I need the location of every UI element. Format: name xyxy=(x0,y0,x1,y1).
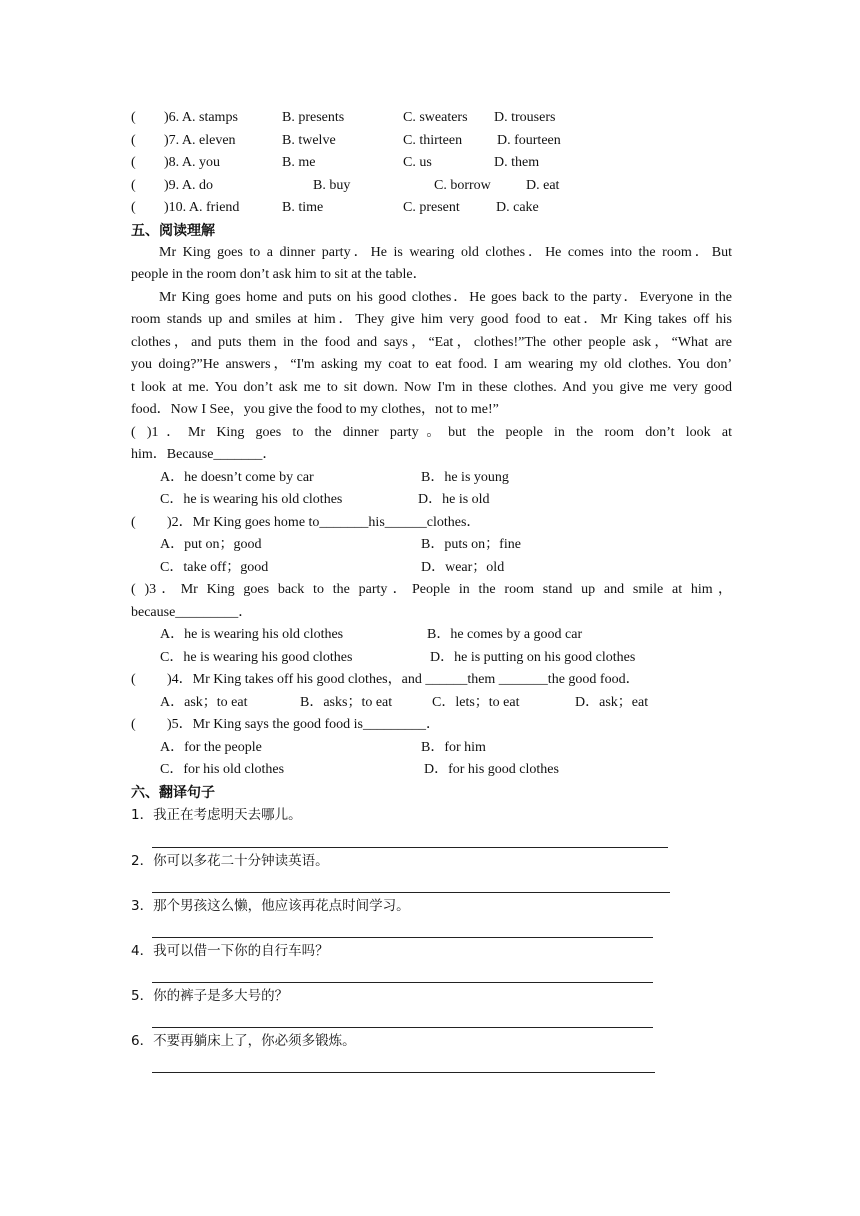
question-stem: because_________． xyxy=(131,605,253,620)
translation-prompt-6: 6．不要再躺床上了，你必须多锻炼。 xyxy=(131,1033,356,1049)
reading-section-heading: 五、阅读理解 xyxy=(131,223,215,239)
option-c: C．he is wearing his good clothes xyxy=(160,650,353,665)
option-b: B．he is young xyxy=(421,470,509,485)
passage-line: t look at me. You don’t ask me to sit down. Now I'm in these clothes. And you give me very good xyxy=(131,380,732,395)
option-a: A．he is wearing his old clothes xyxy=(160,627,344,642)
option-a: A．ask；to eat xyxy=(160,695,248,710)
option-b: B. presents xyxy=(282,110,345,125)
option-c: C．he is wearing his old clothes xyxy=(160,492,343,507)
answer-line-5[interactable] xyxy=(152,1027,653,1028)
answer-paren[interactable]: ( xyxy=(131,178,136,193)
question-number: )8. A. you xyxy=(164,155,220,170)
answer-paren[interactable]: ( xyxy=(131,672,136,687)
option-b: B．puts on；fine xyxy=(421,537,521,552)
question-number: )10. A. friend xyxy=(164,200,240,215)
option-d: D. eat xyxy=(526,178,560,193)
option-d: D．he is putting on his good clothes xyxy=(430,650,636,665)
option-d: D. fourteen xyxy=(497,133,561,148)
passage-line: room stands up and smiles at him．They give him very good food to eat．Mr King takes off his xyxy=(131,312,732,327)
passage-line: Mr King goes home and puts on his good clothes．He goes back to the party．Everyone in the xyxy=(159,290,732,305)
question-stem: him．Because_______． xyxy=(131,447,277,462)
question-stem: )2．Mr King goes home to_______his______clothes． xyxy=(167,515,481,530)
translation-prompt-4: 4．我可以借一下你的自行车吗？ xyxy=(131,943,329,959)
option-c: C．for his old clothes xyxy=(160,762,285,777)
option-c: C. borrow xyxy=(434,178,491,193)
answer-line-6[interactable] xyxy=(152,1072,655,1073)
option-a: A．for the people xyxy=(160,740,262,755)
option-c: C．lets；to eat xyxy=(432,695,520,710)
translation-prompt-2: 2．你可以多花二十分钟读英语。 xyxy=(131,853,329,869)
option-d: D. cake xyxy=(496,200,539,215)
answer-paren[interactable]: ( xyxy=(131,133,136,148)
option-d: D．wear；old xyxy=(421,560,505,575)
option-d: D．he is old xyxy=(418,492,490,507)
passage-line: food．Now I See，you give the food to my clothes，not to me!” xyxy=(131,402,499,417)
answer-line-1[interactable] xyxy=(152,847,668,848)
question-stem: ( )1．Mr King goes to the dinner party。but the people in the room don’t look at xyxy=(131,425,732,440)
option-c: C. sweaters xyxy=(403,110,468,125)
translation-prompt-1: 1．我正在考虑明天去哪儿。 xyxy=(131,807,302,823)
translation-prompt-3: 3．那个男孩这么懒，他应该再花点时间学习。 xyxy=(131,898,410,914)
passage-line: clothes，and puts them in the food and says，“Eat，clothes!”The other people ask，“What are xyxy=(131,335,732,350)
question-stem: )4．Mr King takes off his good clothes，and ______them _______the good food． xyxy=(167,672,640,687)
option-b: B. twelve xyxy=(282,133,336,148)
answer-line-4[interactable] xyxy=(152,982,653,983)
question-number: )6. A. stamps xyxy=(164,110,238,125)
option-d: D．ask；eat xyxy=(575,695,649,710)
option-c: C. present xyxy=(403,200,460,215)
passage-line: people in the room don’t ask him to sit at the table． xyxy=(131,267,427,282)
question-stem: ( )3．Mr King goes back to the party．People in the room stand up and smile at him， xyxy=(131,582,732,597)
option-b: B. time xyxy=(282,200,324,215)
option-a: A．put on；good xyxy=(160,537,262,552)
option-b: B. buy xyxy=(313,178,351,193)
option-d: D．for his good clothes xyxy=(424,762,559,777)
option-b: B．asks；to eat xyxy=(300,695,393,710)
option-b: B．he comes by a good car xyxy=(427,627,583,642)
translation-section-heading: 六、翻译句子 xyxy=(131,785,215,801)
option-c: C．take off；good xyxy=(160,560,269,575)
answer-paren[interactable]: ( xyxy=(131,110,136,125)
answer-paren[interactable]: ( xyxy=(131,515,136,530)
answer-line-2[interactable] xyxy=(152,892,670,893)
option-b: B. me xyxy=(282,155,316,170)
question-stem: )5．Mr King says the good food is_________． xyxy=(167,717,440,732)
answer-paren[interactable]: ( xyxy=(131,155,136,170)
option-c: C. thirteen xyxy=(403,133,463,148)
option-d: D. them xyxy=(494,155,540,170)
answer-paren[interactable]: ( xyxy=(131,717,136,732)
passage-line: Mr King goes to a dinner party．He is wearing old clothes．He comes into the room．But xyxy=(159,245,732,260)
answer-paren[interactable]: ( xyxy=(131,200,136,215)
question-number: )7. A. eleven xyxy=(164,133,236,148)
option-a: A．he doesn’t come by car xyxy=(160,470,314,485)
question-number: )9. A. do xyxy=(164,178,213,193)
option-b: B．for him xyxy=(421,740,486,755)
answer-line-3[interactable] xyxy=(152,937,653,938)
option-c: C. us xyxy=(403,155,432,170)
option-d: D. trousers xyxy=(494,110,556,125)
passage-line: you doing?”He answers，“I'm asking my coat to eat food. I am wearing my old clothes. You don’ xyxy=(131,357,732,372)
translation-prompt-5: 5．你的裤子是多大号的？ xyxy=(131,988,289,1004)
